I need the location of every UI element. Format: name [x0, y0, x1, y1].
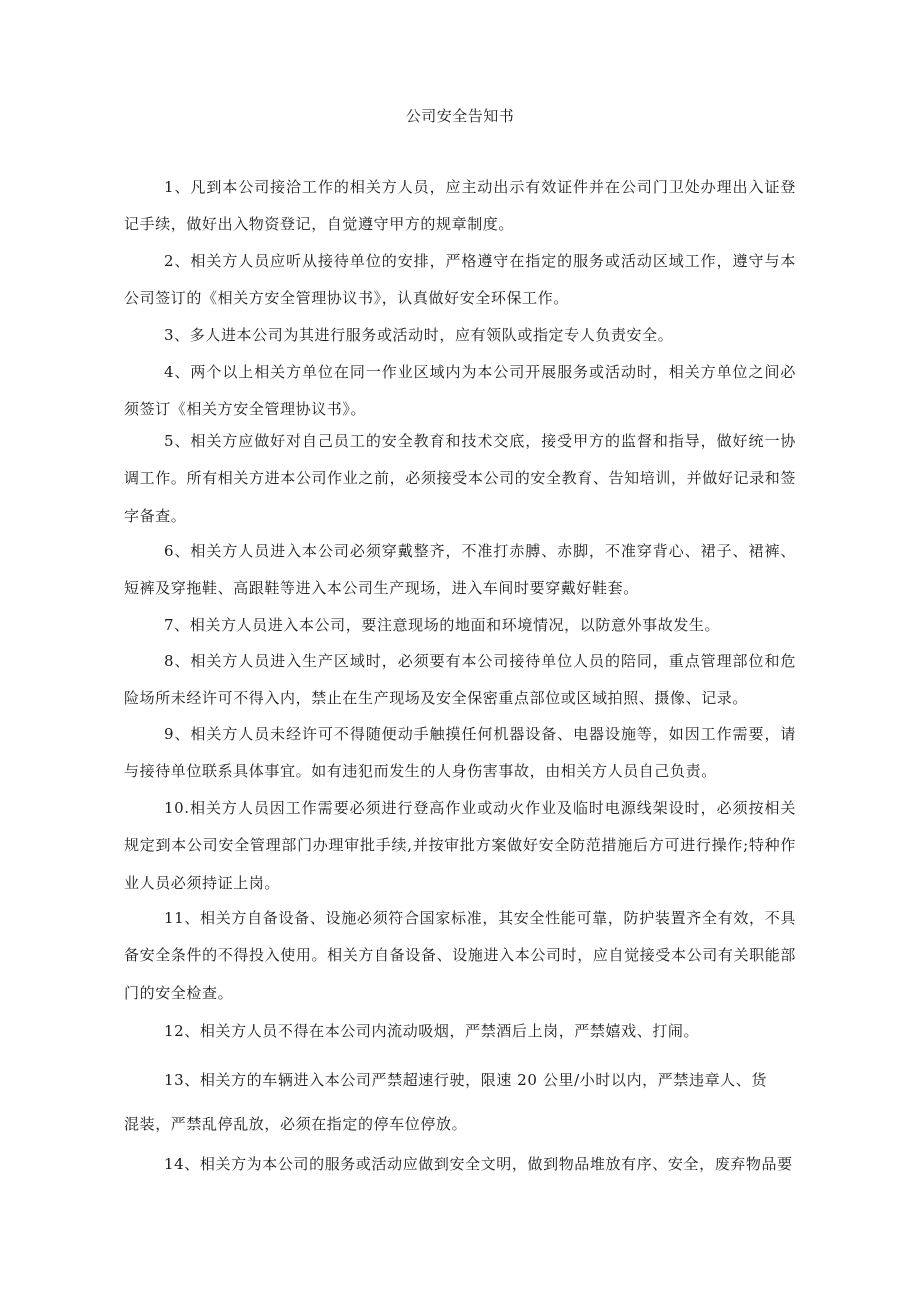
- paragraph-11: 11、相关方自备设备、设施必须符合国家标准，其安全性能可靠，防护装置齐全有效，不具备安全条件的不得投入使用。相关方自备设备、设施进入本公司时，应自觉接受本公司有关职能部门的安全检查。: [124, 909, 796, 1002]
- paragraph-5: 5、相关方应做好对自己员工的安全教育和技术交底，接受甲方的监督和指导，做好统一协调工作。所有相关方进本公司作业之前，必须接受本公司的安全教育、告知培训，并做好记录和签字备查。: [124, 432, 796, 525]
- paragraph-3: 3、多人进本公司为其进行服务或活动时，应有领队或指定专人负责安全。: [164, 326, 674, 344]
- paragraph-13-line-2: 混装，严禁乱停乱放，必须在指定的停车位停放。: [124, 1115, 468, 1133]
- paragraph-12: 12、相关方人员不得在本公司内流动吸烟，严禁酒后上岗，严禁嬉戏、打闹。: [164, 1022, 700, 1040]
- paragraph-7: 7、相关方人员进入本公司，要注意现场的地面和环境情况，以防意外事故发生。: [164, 616, 721, 634]
- document-title: 公司安全告知书: [405, 107, 515, 125]
- paragraph-8: 8、相关方人员进入生产区域时，必须要有本公司接待单位人员的陪同，重点管理部位和危险场所未经许可不得入内，禁止在生产现场及安全保密重点部位或区域拍照、摄像、记录。: [124, 652, 796, 708]
- paragraph-10: 10.相关方人员因工作需要必须进行登高作业或动火作业及临时电源线架设时，必须按相关规定到本公司安全管理部门办理审批手续,并按审批方案做好安全防范措施后方可进行操作;特种作业人员必须持证上岗。: [124, 799, 796, 892]
- paragraph-13-line-1: 13、相关方的车辆进入本公司严禁超速行驶，限速 20 公里/小时以内，严禁违章人、货: [164, 1071, 767, 1089]
- paragraph-4: 4、两个以上相关方单位在同一作业区域内为本公司开展服务或活动时，相关方单位之间必须签订《相关方安全管理协议书》。: [124, 363, 796, 419]
- paragraph-1: 1、凡到本公司接洽工作的相关方人员，应主动出示有效证件并在公司门卫处办理出入证登记手续，做好出入物资登记，自觉遵守甲方的规章制度。: [124, 178, 796, 234]
- paragraph-6: 6、相关方人员进入本公司必须穿戴整齐，不准打赤膊、赤脚，不准穿背心、裙子、裙裤、短裤及穿拖鞋、高跟鞋等进入本公司生产现场，进入车间时要穿戴好鞋套。: [124, 542, 796, 598]
- paragraph-14: 14、相关方为本公司的服务或活动应做到安全文明，做到物品堆放有序、安全，废弃物品要: [164, 1155, 793, 1173]
- paragraph-2: 2、相关方人员应听从接待单位的安排，严格遵守在指定的服务或活动区域工作，遵守与本公司签订的《相关方安全管理协议书》，认真做好安全环保工作。: [124, 252, 796, 308]
- paragraph-9: 9、相关方人员未经许可不得随便动手触摸任何机器设备、电器设施等，如因工作需要，请与接待单位联系具体事宜。如有违犯而发生的人身伤害事故，由相关方人员自己负责。: [124, 725, 796, 781]
